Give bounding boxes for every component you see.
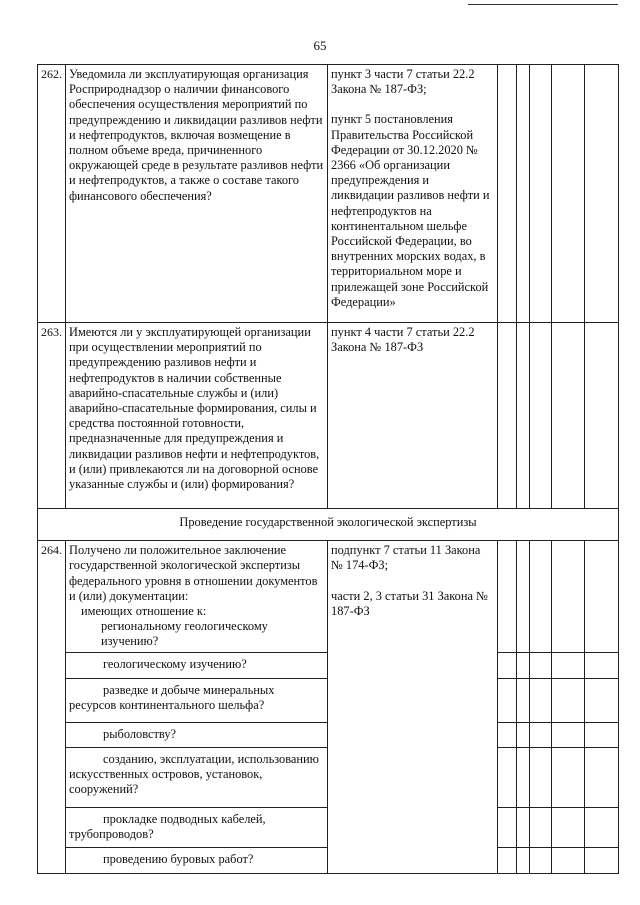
top-rule — [468, 4, 618, 5]
sub-question: региональному геологическому изучению? — [101, 619, 268, 649]
answer-cell — [552, 652, 585, 678]
sub-question: рыболовству? — [66, 722, 328, 747]
answer-cell — [498, 722, 517, 747]
answer-cell — [585, 323, 619, 509]
answer-cell — [585, 652, 619, 678]
answer-cell — [517, 652, 530, 678]
answer-cell — [585, 678, 619, 722]
sub-question: созданию, эксплуатации, использованию искусственных островов, установок, сооружений? — [66, 747, 328, 807]
answer-cell — [517, 722, 530, 747]
answer-cell — [517, 65, 530, 323]
answer-cell — [585, 541, 619, 652]
row-number: 264. — [38, 541, 66, 873]
answer-cell — [552, 722, 585, 747]
answer-cell — [498, 652, 517, 678]
table-row — [38, 541, 619, 652]
answer-cell — [585, 807, 619, 847]
reference-item: пункт 3 части 7 статьи 22.2 Закона № 187-ФЗ; — [331, 67, 475, 97]
answer-cell — [530, 541, 552, 652]
answer-cell — [530, 807, 552, 847]
answer-cell — [498, 747, 517, 807]
answer-cell — [530, 323, 552, 509]
answer-cell — [552, 807, 585, 847]
answer-cell — [517, 747, 530, 807]
answer-cell — [498, 323, 517, 509]
answer-cell — [498, 847, 517, 873]
answer-cell — [530, 652, 552, 678]
sub-question: прокладке подводных кабелей, трубопроводов? — [66, 807, 328, 847]
sub-question: проведению буровых работ? — [66, 847, 328, 873]
answer-cell — [552, 323, 585, 509]
answer-cell — [552, 747, 585, 807]
legal-reference — [328, 323, 498, 509]
answer-cell — [517, 678, 530, 722]
answer-cell — [552, 678, 585, 722]
answer-cell — [530, 847, 552, 873]
legal-reference — [328, 65, 498, 323]
reference-item: пункт 4 части 7 статьи 22.2 Закона № 187-ФЗ — [331, 325, 475, 355]
answer-cell — [498, 678, 517, 722]
answer-cell — [517, 847, 530, 873]
question-text — [66, 541, 328, 652]
answer-cell — [530, 722, 552, 747]
answer-cell — [498, 541, 517, 652]
sub-question: разведке и добыче минеральных ресурсов континентального шельфа? — [66, 678, 328, 722]
answer-cell — [498, 65, 517, 323]
question-text: Имеются ли у эксплуатирующей организации при осуществлении мероприятий по предупреждению разливов нефти и нефтепродуктов в наличии собственные аварийно-спасательные службы и (или) аварийно-спасательные формирования, силы и средства постоянной готовности, предназначенные для предупреждения и ликвидации разливов нефти и нефтепродуктов, и (или) привлекаются ли на договорной основе указанные службы и (или) формирования? — [66, 323, 328, 509]
reference-item: пункт 5 постановления Правительства Российской Федерации от 30.12.2020 № 2366 «Об организации предупреждения и ликвидации разливов нефти и нефтепродуктов на континентальном шельфе Российской Федерации, во внутренних морских водах, в территориальном море и прилежащей зоне Российской Федерации» — [331, 112, 490, 309]
answer-cell — [552, 847, 585, 873]
answer-cell — [585, 847, 619, 873]
answer-cell — [530, 747, 552, 807]
row-number: 262. — [38, 65, 66, 323]
answer-cell — [585, 747, 619, 807]
section-title: Проведение государственной экологической экспертизы — [38, 509, 619, 541]
table-row — [38, 323, 619, 509]
reference-item: подпункт 7 статьи 11 Закона № 174-ФЗ; — [331, 543, 481, 573]
sub-question: геологическому изучению? — [66, 652, 328, 678]
answer-cell — [530, 65, 552, 323]
page-number: 65 — [313, 38, 327, 53]
answer-cell — [530, 678, 552, 722]
answer-cell — [517, 807, 530, 847]
table-row — [38, 65, 619, 323]
reference-item: части 2, 3 статьи 31 Закона № 187-ФЗ — [331, 588, 488, 618]
question-lead-sub: имеющих отношение к: — [81, 604, 207, 619]
answer-cell — [585, 65, 619, 323]
answer-cell — [517, 541, 530, 652]
question-lead: Получено ли положительное заключение государственной экологической экспертизы федерального уровня в отношении документов и (или) документации: — [69, 543, 318, 603]
section-header-row — [38, 509, 619, 541]
question-text: Уведомила ли эксплуатирующая организация Росприроднадзор о наличии финансового обеспечения осуществления мероприятий по предупреждению и ликвидации разливов нефти и нефтепродуктов, включая возмещение в полном объеме вреда, причиненного окружающей среде в результате разливов нефти и нефтепродуктов, а также о составе такого финансового обеспечения? — [66, 65, 328, 323]
legal-reference — [328, 541, 498, 873]
answer-cell — [498, 807, 517, 847]
answer-cell — [552, 541, 585, 652]
answer-cell — [585, 722, 619, 747]
row-number: 263. — [38, 323, 66, 509]
answer-cell — [517, 323, 530, 509]
answer-cell — [552, 65, 585, 323]
checklist-table — [37, 64, 619, 874]
